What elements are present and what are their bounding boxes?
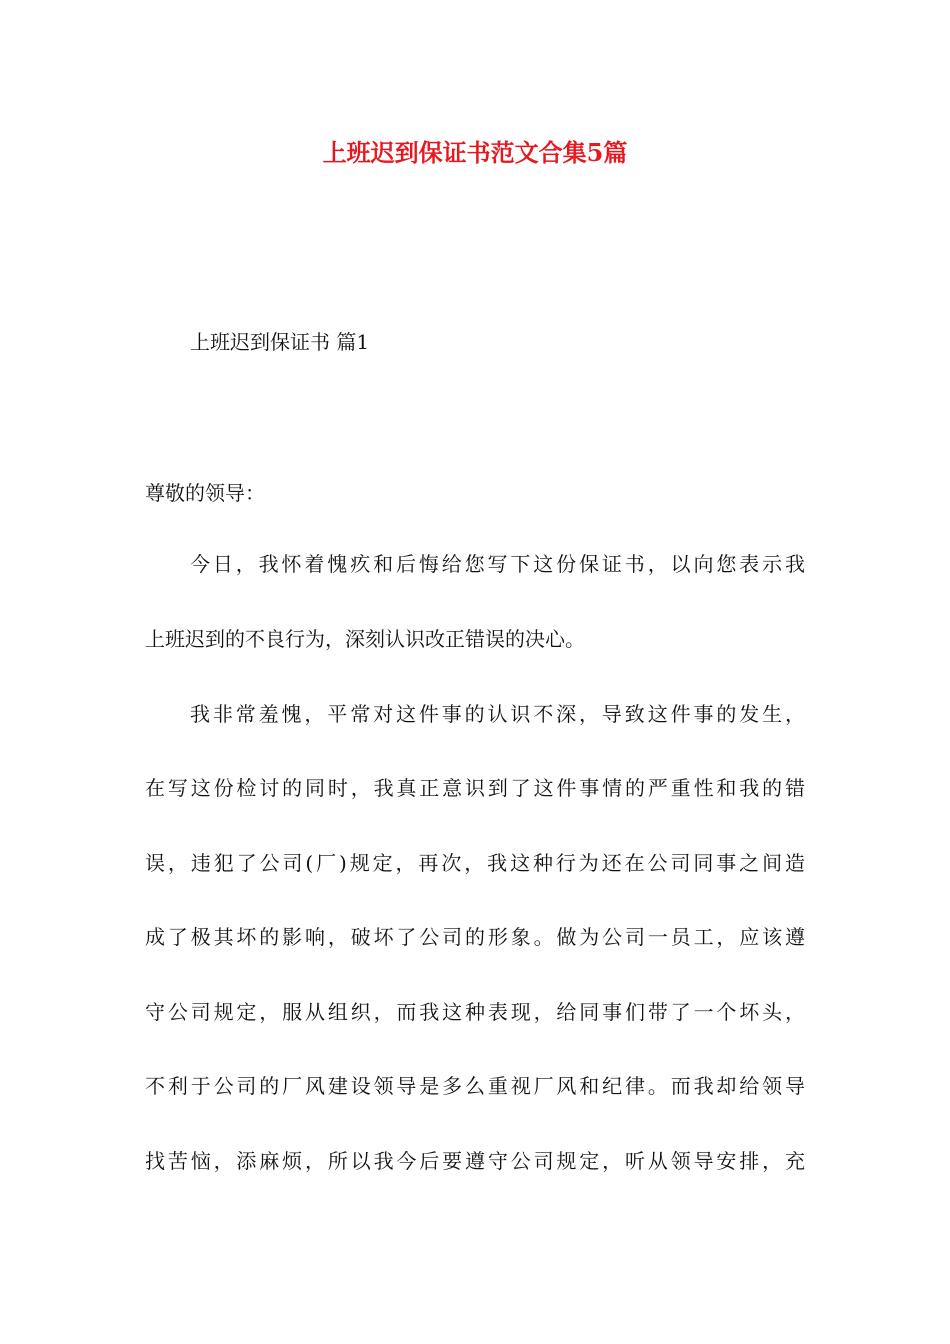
salutation: 尊敬的领导： (145, 481, 265, 505)
paragraph-line: 守公司规定，服从组织，而我这种表现，给同事们带了一个坏头， (145, 1000, 805, 1024)
paragraph-line: 在写这份检讨的同时，我真正意识到了这件事情的严重性和我的错 (145, 776, 805, 800)
section-heading: 上班迟到保证书 篇1 (190, 330, 370, 354)
paragraph-line: 今日，我怀着愧疚和后悔给您写下这份保证书，以向您表示我 (190, 552, 805, 576)
paragraph-line: 上班迟到的不良行为，深刻认识改正错误的决心。 (145, 627, 585, 651)
paragraph-line: 不利于公司的厂风建设领导是多么重视厂风和纪律。而我却给领导 (145, 1074, 805, 1098)
paragraph-line: 我非常羞愧，平常对这件事的认识不深，导致这件事的发生， (190, 702, 805, 726)
paragraph-line: 成了极其坏的影响，破坏了公司的形象。做为公司一员工，应该遵 (145, 925, 805, 949)
paragraph-line: 找苦恼，添麻烦，所以我今后要遵守公司规定，听从领导安排，充 (145, 1149, 805, 1173)
paragraph-line: 误，违犯了公司(厂)规定，再次，我这种行为还在公司同事之间造 (145, 851, 805, 875)
document-title: 上班迟到保证书范文合集5篇 (322, 138, 628, 167)
